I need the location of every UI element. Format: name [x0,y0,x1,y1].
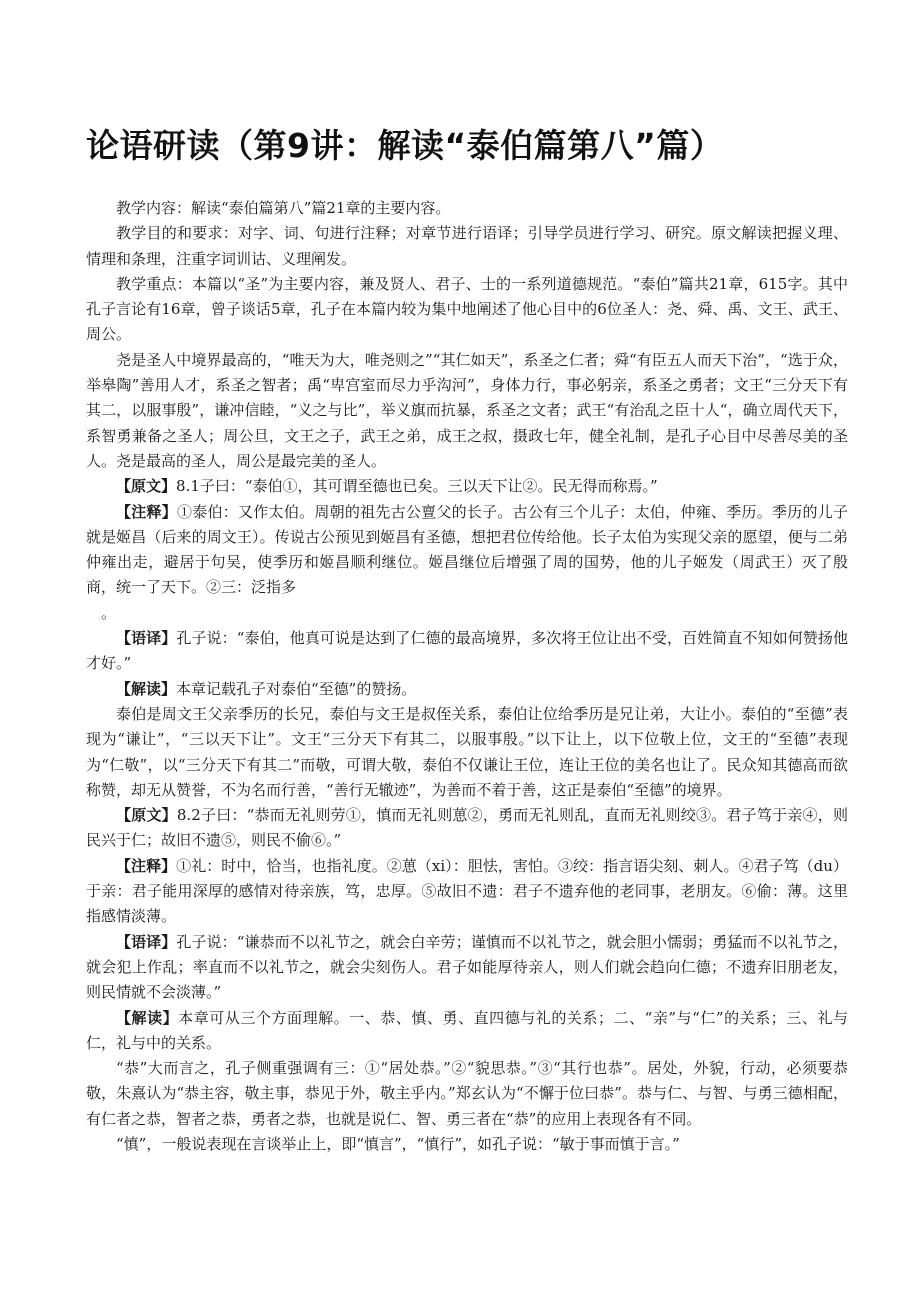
paragraph-text: 本章记载孔子对泰伯“至德”的赞扬。 [176,679,417,698]
paragraph-text: “恭”大而言之，孔子侧重强调有三：①“居处恭。”②“貌思恭。”③“其行也恭”。居处，外貌，行动，必须要恭敬，朱熹认为“恭主容，敬主事，恭见于外，敬主乎内。”郑玄认为“不懈于位曰恭”。恭与仁、与智、与勇三德相配，有仁者之恭，智者之恭，勇者之恭，也就是说仁、智、勇三者在“恭”的应用上表现各有不同。 [86,1059,848,1128]
paragraph-text: 孔子说：“泰伯，他真可说是达到了仁德的最高境界，多次将王位让出不受，百姓简直不知如何赞扬他才好。” [86,629,848,673]
paragraph-text: 教学内容：解读“泰伯篇第八”篇21章的主要内容。 [116,199,451,217]
paragraph [86,348,848,474]
section-tag: 【解读】 [116,679,177,698]
paragraph-text: 8.2子曰：“恭而无礼则劳①，慎而无礼则葸②，勇而无礼则乱，直而无礼则绞③。君子笃于亲④，则民兴于仁；故旧不遗⑤，则民不偷⑥。” [86,806,848,850]
paragraph [86,702,848,803]
paragraph [86,1132,848,1157]
paragraph [86,930,848,1006]
paragraph-text: 孔子说：“谦恭而不以礼节之，就会白辛劳；谨慎而不以礼节之，就会胆小懦弱；勇猛而不以礼节之，就会犯上作乱；率直而不以礼节之，就会尖刻伤人。君子如能厚待亲人，则人们就会趋向仁德；不遗弃旧朋老友，则民情就不会淡薄。” [86,932,848,1002]
section-tag: 【解读】 [116,1008,179,1027]
paragraph-text: 8.1子曰：“泰伯①，其可谓至德也已矣。三以天下让②。民无得而称焉。” [176,477,658,496]
paragraph [86,221,848,272]
paragraph-text: 泰伯是周文王父亲季历的长兄，泰伯与文王是叔侄关系，泰伯让位给季历是兄让弟，大让小。泰伯的“至德”表现为“谦让”，“三以天下让”。文王“三分天下有其二，以服事殷。”以下让上，以下位敬上位，文王的“至德”表现为“仁敬”，以“三分天下有其二”而敬，可谓大敬，泰伯不仅谦让王位，连让王位的美名也让了。民众知其德高而欲称赞，却无从赞誉，不为名而行善，“善行无辙迹”，为善而不着于善，这正是泰伯“至德”的境界。 [86,704,848,799]
section-tag: 【原文】 [116,477,177,496]
document-body [86,196,848,1157]
paragraph [86,677,848,702]
paragraph [86,601,848,626]
paragraph [86,626,848,677]
paragraph-text: 尧是圣人中境界最高的，“唯天为大，唯尧则之”“其仁如天”，系圣之仁者；舜“有臣五人而天下治”，“选于众，举皋陶”善用人才，系圣之智者；禹“卑宫室而尽力乎沟河”，身体力行，事必躬亲，系圣之勇者；文王“三分天下有其二，以服事殷”，谦冲信睦，“义之与比”，举义旗而抗暴，系圣之文者；武王“有治乱之臣十人“，确立周代天下，系智勇兼备之圣人；周公旦，文王之子，武王之弟，成王之叔，摄政七年，健全礼制，是孔子心目中尽善尽美的圣人。尧是最高的圣人，周公是最完美的圣人。 [86,350,848,470]
paragraph-text: “慎”，一般说表现在言谈举止上，即“慎言”，“慎行”，如孔子说：“敏于事而慎于言。” [116,1134,680,1153]
section-tag: 【注释】 [116,502,178,521]
paragraph-text: ①泰伯：又作太伯。周朝的祖先古公亶父的长子。古公有三个儿子：太伯，仲雍、季历。季历的儿子就是姬昌（后来的周文王）。传说古公预见到姬昌有圣德，想把君位传给他。长子太伯为实现父亲的愿望，便与二弟仲雍出走，避居于句吴，使季历和姬昌顺利继位。姬昌继位后增强了周的国势，他的儿子姬发（周武王）灭了殷商，统一了天下。②三：泛指多 [86,502,848,597]
paragraph [86,1056,848,1132]
paragraph-text: 教学目的和要求：对字、词、句进行注释；对章节进行语译；引导学员进行学习、研究。原文解读把握义理、情理和条理，注重字词训诂、义理阐发。 [86,224,848,268]
paragraph [86,272,848,348]
paragraph-text: 教学重点：本篇以“圣”为主要内容，兼及贤人、君子、士的一系列道德规范。“泰伯”篇共21章，615字。其中孔子言论有16章，曾子谈话5章，孔子在本篇内较为集中地阐述了他心目中的6位圣人：尧、舜、禹、文王、武王、周公。 [86,274,848,344]
paragraph-text: 。 [101,603,117,622]
paragraph [86,1006,848,1057]
paragraph [86,500,848,601]
paragraph-text: 本章可从三个方面理解。一、恭、慎、勇、直四德与礼的关系；二、“亲”与“仁”的关系；三、礼与仁，礼与中的关系。 [86,1008,848,1052]
paragraph [86,196,848,221]
section-tag: 【语译】 [116,629,177,648]
paragraph-text: ①礼：时中，恰当，也指礼度。②葸（xi）：胆怯，害怕。③绞：指言语尖刻、刺人。④君子笃（du）于亲：君子能用深厚的感情对待亲族，笃，忠厚。⑤故旧不遗：君子不遗弃他的老同事，老朋友。⑥偷：薄。这里指感情淡薄。 [86,856,848,926]
paragraph [86,803,848,854]
page-title: 论语研读（第9讲：解读“泰伯篇第八”篇） [86,126,724,165]
section-tag: 【原文】 [116,806,177,825]
section-tag: 【注释】 [116,856,177,875]
paragraph [86,854,848,930]
section-tag: 【语译】 [116,932,177,951]
paragraph [86,474,848,499]
